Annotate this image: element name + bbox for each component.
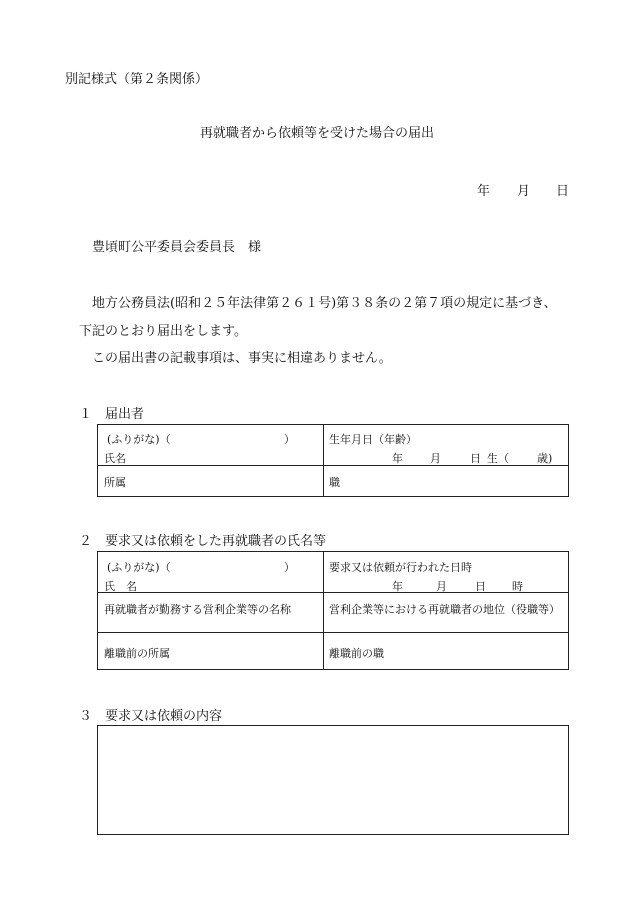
section2-row-divider-1 <box>97 592 569 593</box>
section2-time-month: 月 <box>436 580 447 593</box>
section2-company-position-label: 営利企業等における再就職者の地位（役職等） <box>329 603 560 616</box>
intro-line-1: 地方公務員法(昭和２５年法律第２６１号)第３８条の２第７項の規定に基づき、 <box>92 296 557 311</box>
section3-content-text <box>98 726 568 738</box>
section1-birth-year: 年 <box>392 452 403 465</box>
section2-column-divider <box>323 551 324 670</box>
section2-time-day: 日 <box>475 580 486 593</box>
section1-affiliation-label: 所属 <box>104 476 126 489</box>
section2-furigana-label: (ふりがな)（ <box>107 561 171 574</box>
section1-name-label: 氏名 <box>104 452 126 465</box>
section2-company-label: 再就職者が勤務する営利企業等の名称 <box>104 603 291 616</box>
addressee: 豊頃町公平委員会委員長 様 <box>92 240 262 255</box>
section3-heading: ３ 要求又は依頼の内容 <box>79 709 223 724</box>
section2-furigana-close: ） <box>284 561 295 574</box>
section1-birth-month: 月 <box>430 452 441 465</box>
section2-time-year: 年 <box>392 580 403 593</box>
section2-time-hour: 時 <box>512 580 523 593</box>
intro-line-3: この届出書の記載事項は、事実に相違ありません。 <box>92 351 392 366</box>
section2-row-divider-2 <box>97 632 569 633</box>
date-year-label: 年 <box>477 184 491 199</box>
section2-prev-position-label: 離職前の職 <box>329 647 384 660</box>
form-label: 別記様式（第２条関係） <box>65 72 209 87</box>
section2-name-label: 氏 名 <box>104 580 137 593</box>
date-day-label: 日 <box>556 184 570 199</box>
section1-birth-day: 日 <box>470 452 481 465</box>
section1-furigana-close: ） <box>284 433 295 446</box>
document-title: 再就職者から依頼等を受けた場合の届出 <box>200 126 435 141</box>
section2-prev-affiliation-label: 離職前の所属 <box>104 647 170 660</box>
section2-heading: ２ 要求又は依頼をした再就職者の氏名等 <box>79 534 327 549</box>
section1-heading: １ 届出者 <box>79 407 145 422</box>
section1-birth-label: 生年月日（年齢） <box>329 433 417 446</box>
date-month-label: 月 <box>517 184 531 199</box>
section1-furigana-label: (ふりがな)（ <box>107 433 171 446</box>
section1-position-label: 職 <box>329 476 340 489</box>
section1-column-divider <box>323 424 324 497</box>
section2-request-time-label: 要求又は依頼が行われた日時 <box>329 561 472 574</box>
intro-line-2: 下記のとおり届出をします。 <box>79 324 247 339</box>
section1-birth-age-open: 生（ <box>487 452 509 465</box>
section1-birth-age-close: 歳) <box>537 452 553 465</box>
section3-content-box[interactable] <box>97 725 569 835</box>
